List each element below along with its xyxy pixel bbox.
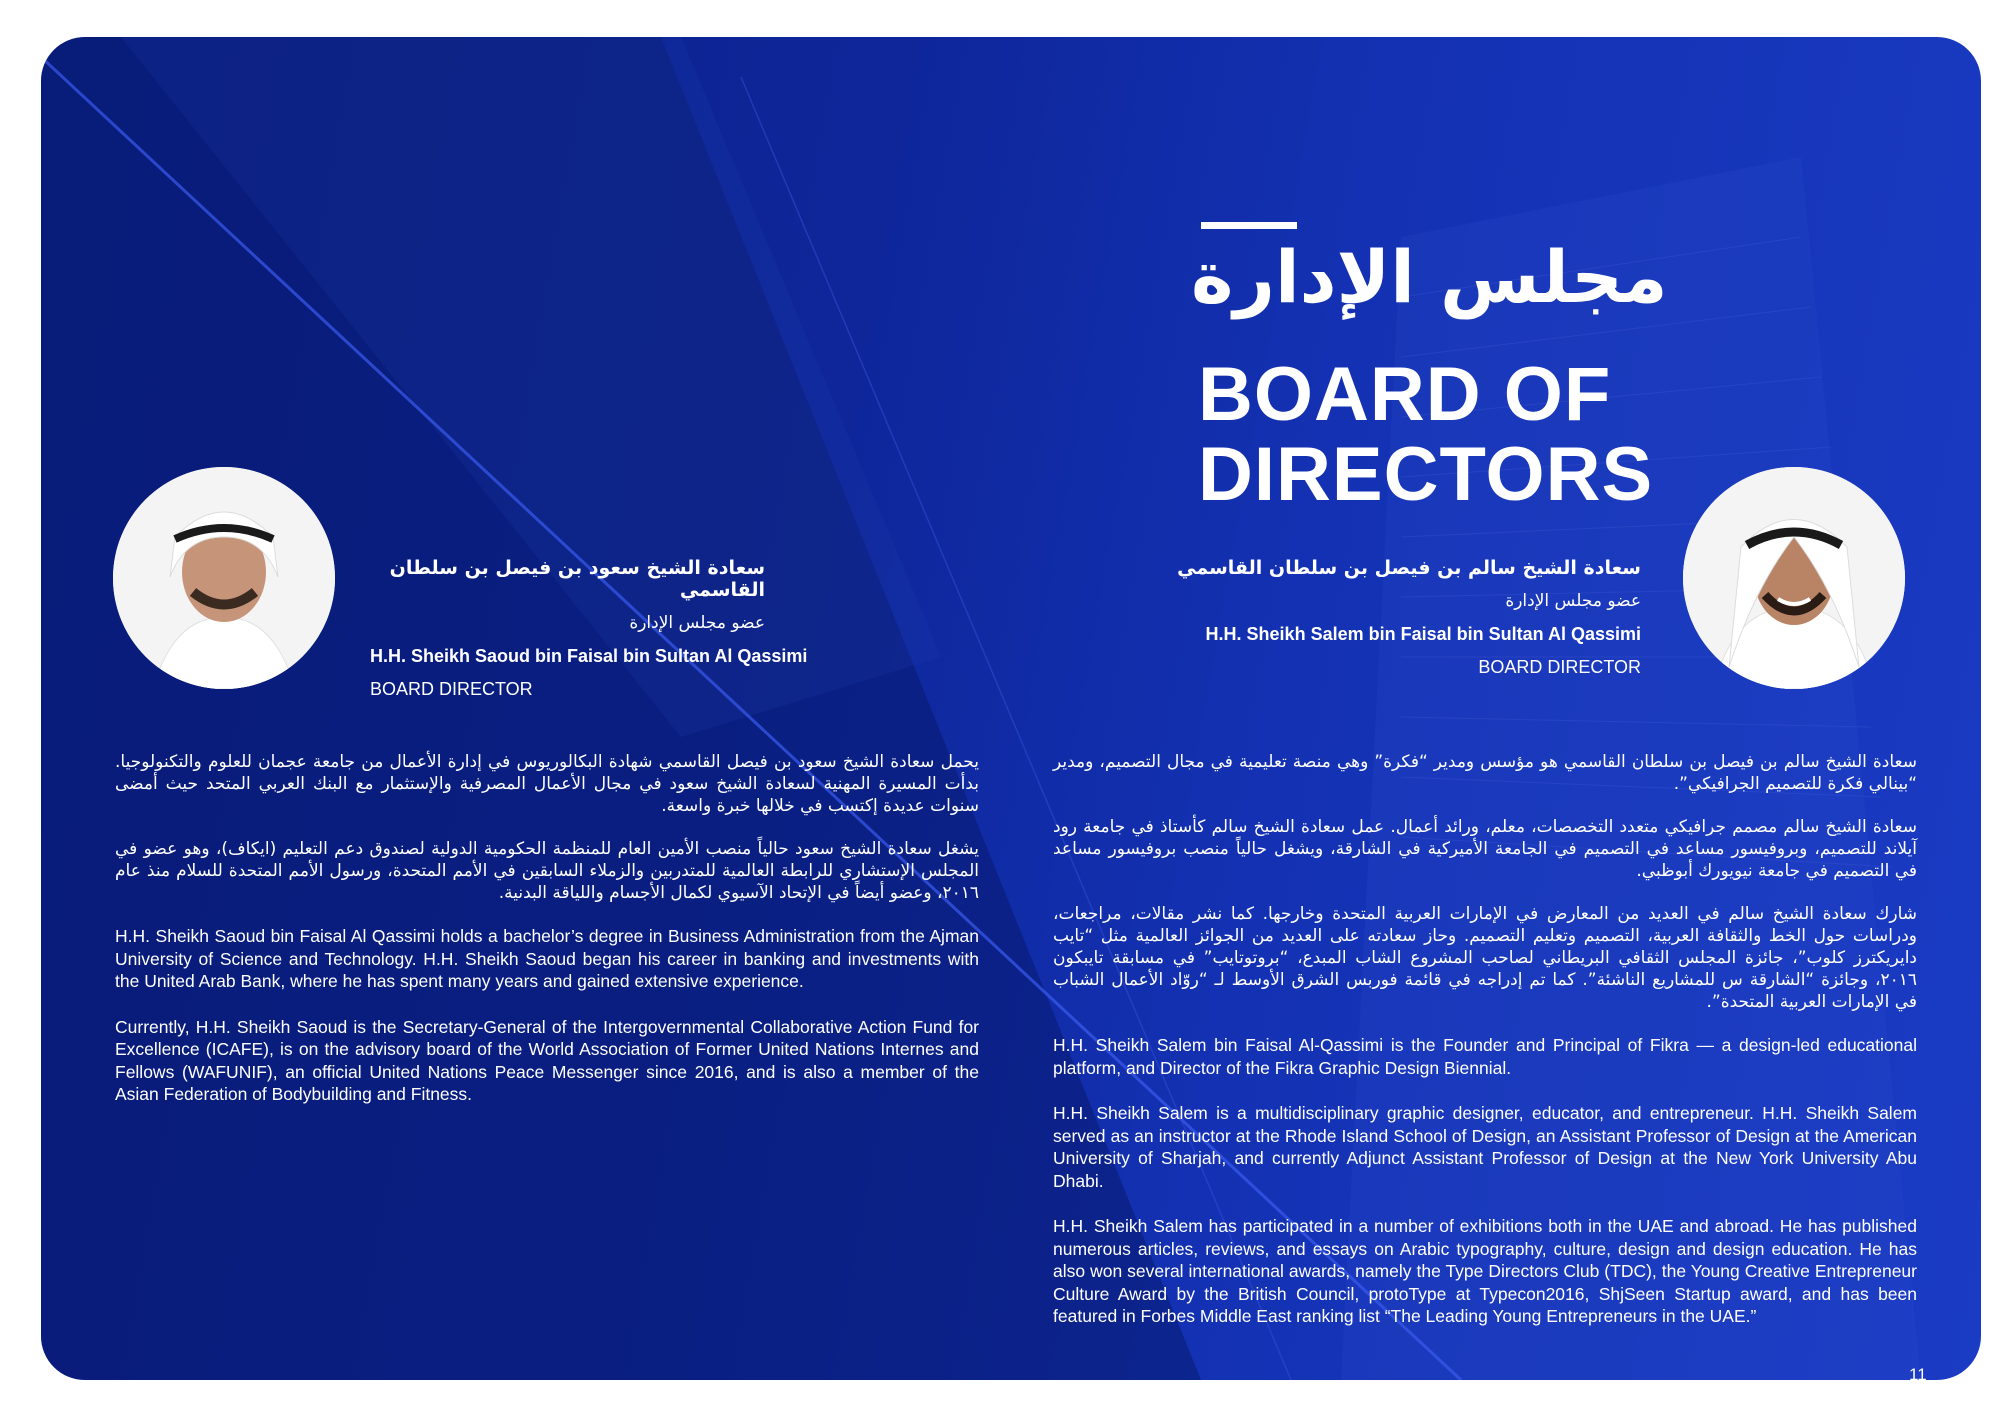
title-accent-bar	[1201, 222, 1297, 229]
director-1-name-arabic: سعادة الشيخ سعود بن فيصل بن سلطان القاسمي	[389, 557, 765, 601]
director-2-name-arabic: سعادة الشيخ سالم بن فيصل بن سلطان القاسمي	[1177, 557, 1641, 579]
director-2-info	[1141, 557, 1641, 678]
page-title-english	[1198, 352, 1758, 517]
director-2-role-arabic: عضو مجلس الإدارة	[1505, 591, 1641, 611]
director-2-name-english: H.H. Sheikh Salem bin Faisal bin Sultan Al Qassimi	[1205, 624, 1641, 644]
page-number: 11	[1909, 1365, 1927, 1380]
director-1-bio-ar-2: يشغل سعادة الشيخ سعود حالياً منصب الأمين العام للمنظمة الحكومية الدولية لصندوق دعم التعليم (ايكاف)، وهو عضو في المجلس الإستشاري للرابطة العالمية للمتدربين والزملاء السابقين في الأمم المتحدة، ورسول الأمم المتحدة للسلام منذ عام ٢٠١٦، وعضو أيضاً في الإتحاد الآسيوي لكمال الأجسام واللياقة البدنية.	[115, 839, 979, 903]
director-1-role-arabic: عضو مجلس الإدارة	[629, 613, 765, 633]
director-2-role-english: BOARD DIRECTOR	[1478, 657, 1641, 677]
director-2-photo	[1683, 467, 1905, 689]
director-2-bio	[1053, 751, 1917, 1351]
director-1-photo	[113, 467, 335, 689]
title-line-2: DIRECTORS	[1198, 432, 1654, 517]
director-1-bio	[115, 751, 979, 1129]
director-2-bio-ar-3: شارك سعادة الشيخ سالم في العديد من المعارض في الإمارات العربية المتحدة وخارجها. كما نشر مقالات، مراجعات، ودراسات حول الخط والثقافة العربية، التصميم وتعليم التصميم. وحاز سعادته على العديد من الجوائز العالمية مثل “تايب دايريكترز كلوب”، جائزة المجلس الثقافي البريطاني لصاحب المشروع الشاب المبدع، “بروتوتايب” في مسابقة تايبكون ٢٠١٦، وجائزة “الشارقة س للمشاريع الناشئة”. كما تم إدراجه في قائمة فوربس الشرق الأوسط لـ “روّاد الأعمال الشباب في الإمارات العربية المتحدة”.	[1053, 904, 1917, 1012]
board-page	[41, 37, 1981, 1380]
director-2-bio-en-1: H.H. Sheikh Salem bin Faisal Al-Qassimi is the Founder and Principal of Fikra — a design-led educational platform, and Director of the Fikra Graphic Design Biennial.	[1053, 1035, 1917, 1078]
director-2-bio-ar-2: سعادة الشيخ سالم مصمم جرافيكي متعدد التخصصات، معلم، ورائد أعمال. عمل سعادة الشيخ سالم كأستاذ في جامعة رود آيلاند للتصميم، وبروفيسور مساعد في التصميم في الجامعة الأميركية في الشارقة، ويشغل حالياً منصب بروفيسور مساعد في التصميم في جامعة نيويورك أبوظبي.	[1053, 817, 1917, 881]
director-1-name-english: H.H. Sheikh Saoud bin Faisal bin Sultan Al Qassimi	[370, 646, 808, 666]
director-1-bio-en-1: H.H. Sheikh Saoud bin Faisal Al Qassimi holds a bachelor’s degree in Business Administration from the Ajman University of Science and Technology. H.H. Sheikh Saoud began his career in banking and investments with the United Arab Bank, where he has spent many years and gained extensive experience.	[115, 926, 979, 991]
page-title-arabic: مجلس الإدارة	[1191, 235, 1668, 319]
director-1-role-english: BOARD DIRECTOR	[370, 679, 533, 699]
director-2-bio-ar-1: سعادة الشيخ سالم بن فيصل بن سلطان القاسمي هو مؤسس ومدير “فكرة” وهي منصة تعليمية في مجال التصميم، ومدير “بينالي فكرة للتصميم الجرافيكي”.	[1053, 752, 1917, 794]
director-2-bio-en-3: H.H. Sheikh Salem has participated in a number of exhibitions both in the UAE and abroad. He has published numerous articles, reviews, and essays on Arabic typography, culture, design and design education. He has also won several international awards, namely the Type Directors Club (TDC), the Young Creative Entrepreneur Culture Award by the British Council, protoType at Typecon2016, ShjSeen Startup award, and has been featured in Forbes Middle East ranking list “The Leading Young Entrepreneurs in the UAE.”	[1053, 1216, 1917, 1326]
title-line-1: BOARD OF	[1198, 352, 1612, 437]
director-1-bio-ar-1: يحمل سعادة الشيخ سعود بن فيصل القاسمي شهادة البكالوريوس في إدارة الأعمال من جامعة عجمان للعلوم والتكنولوجيا. بدأت المسيرة المهنية لسعادة الشيخ سعود في مجال الأعمال المصرفية والإستثمار مع البنك العربي المتحد حيث أمضى سنوات عديدة إكتسب في خلالها خبرة واسعة.	[115, 752, 979, 816]
director-2-bio-en-2: H.H. Sheikh Salem is a multidisciplinary graphic designer, educator, and entrepreneur. H.H. Sheikh Salem served as an instructor at the Rhode Island School of Design, an Assistant Professor of Design at the American University of Sharjah, and currently Adjunct Assistant Professor of Design at the New York University Abu Dhabi.	[1053, 1103, 1917, 1191]
director-1-info	[370, 557, 870, 700]
director-1-bio-en-2: Currently, H.H. Sheikh Saoud is the Secretary-General of the Intergovernmental Collaborative Action Fund for Excellence (ICAFE), is on the advisory board of the World Association of Former United Nations Internes and Fellows (WAFUNIF), an official United Nations Peace Messenger since 2016, and is also a member of the Asian Federation of Bodybuilding and Fitness.	[115, 1016, 979, 1104]
